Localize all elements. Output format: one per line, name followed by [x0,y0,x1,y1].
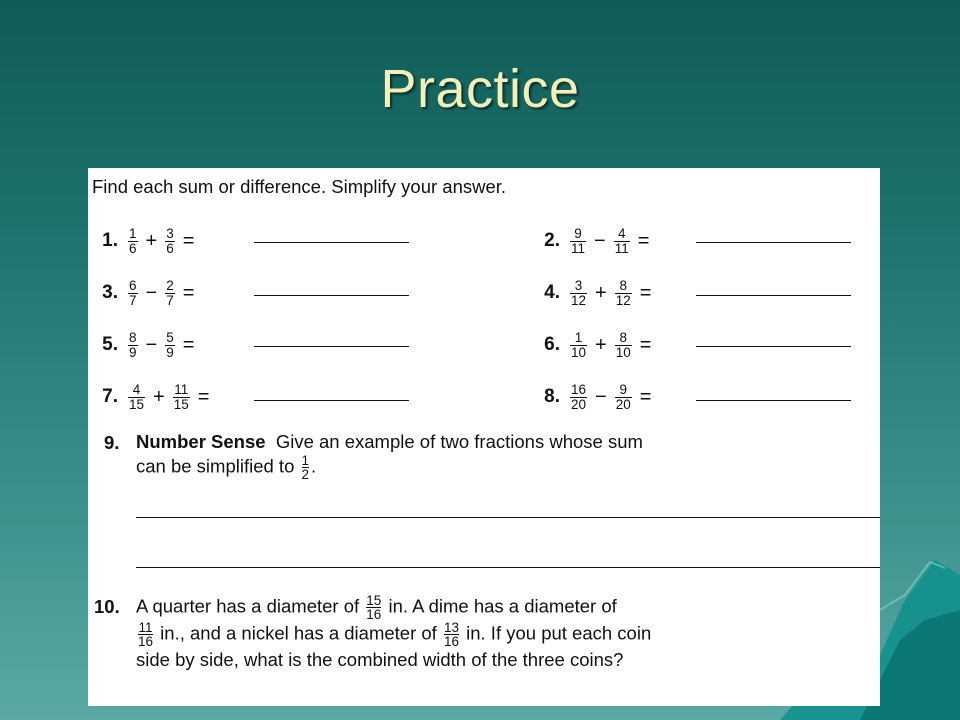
fraction-a: $\frac{16}{20}$ [571,381,587,412]
operator: − [145,333,158,356]
worksheet [88,168,880,706]
fraction-a: $\frac{4}{15}$ [129,381,145,412]
fraction-b: $\frac{4}{11}$ [614,225,629,256]
answer-blank-1[interactable] [254,242,409,243]
problem-6 [530,325,657,365]
problem-9-text: Number Sense Give an example of two fractions whose sum can be simplified to $\frac{1}{2}$ . [136,431,643,482]
problem-number: 2. [544,230,560,251]
answer-blank-6[interactable] [696,346,851,347]
fraction-a: $\frac{1}{6}$ [129,225,137,256]
fraction-b: $\frac{11}{15}$ [173,381,189,412]
answer-blank-8[interactable] [696,400,851,401]
equals-sign: = [182,333,195,356]
problem-9-heading: Number Sense [136,431,266,452]
slide-title: Practice [380,59,580,119]
problem-10-text: A quarter has a diameter of $\frac{15}{16}$ in. A dime has a diameter of $\frac{11}{16}$ in., and a nickel has a diameter of $\frac{13}{16}$ in. If you put each coin side by side, what is the combined width of the three coins? [136,593,652,670]
fraction-b: $\frac{2}{7}$ [166,277,174,308]
problem-10-number: 10. [94,596,120,617]
problem-7 [88,377,215,417]
problem-number: 6. [544,334,560,355]
answer-blank-2[interactable] [696,242,851,243]
fraction-b: $\frac{9}{20}$ [615,381,631,412]
operator: + [153,385,165,408]
problem-number: 3. [102,282,118,303]
problem-number: 7. [102,386,118,407]
operator: − [594,229,606,252]
problem-1 [88,221,200,261]
problem-2 [530,221,655,261]
problem-3 [88,273,200,313]
equals-sign: = [637,229,650,252]
fraction-a: $\frac{6}{7}$ [129,277,137,308]
problem-9-line1: Give an example of two fractions whose sum [275,431,643,452]
equals-sign: = [639,385,652,408]
equals-sign: = [182,229,195,252]
answer-blank-7[interactable] [254,400,409,401]
fraction-15-16: $\frac{15}{16}$ [366,593,382,622]
operator: + [145,229,158,252]
answer-blank-3[interactable] [254,295,409,296]
fraction-b: $\frac{3}{6}$ [166,225,174,256]
problem-number: 1. [102,230,118,251]
fraction-one-half: $\frac{1}{2}$ [301,453,310,482]
fraction-a: $\frac{3}{12}$ [571,277,587,308]
fraction-b: $\frac{8}{10}$ [615,329,631,360]
fraction-11-16: $\frac{11}{16}$ [138,620,154,649]
answer-line-9b[interactable] [136,567,880,568]
equals-sign: = [639,281,652,304]
problem-5 [88,325,200,365]
answer-line-9a[interactable] [136,517,880,518]
problem-9-number: 9. [104,432,120,453]
problem-4 [530,273,657,313]
operator: + [595,281,607,304]
operator: − [595,385,607,408]
instructions: Find each sum or difference. Simplify your answer. [92,176,507,197]
fraction-b: $\frac{5}{9}$ [166,329,174,360]
fraction-a: $\frac{1}{10}$ [571,329,587,360]
problem-9-line2: can be simplified to [136,455,295,477]
equals-sign: = [197,385,210,408]
fraction-b: $\frac{8}{12}$ [615,277,631,308]
fraction-13-16: $\frac{13}{16}$ [443,620,459,649]
problem-number: 8. [544,386,560,407]
fraction-a: $\frac{8}{9}$ [129,329,137,360]
answer-blank-5[interactable] [254,346,409,347]
problem-8 [530,377,657,417]
answer-blank-4[interactable] [696,295,851,296]
fraction-a: $\frac{9}{11}$ [571,225,586,256]
equals-sign: = [182,281,195,304]
operator: + [595,333,607,356]
equals-sign: = [639,333,652,356]
problem-number: 5. [102,334,118,355]
problem-number: 4. [544,282,560,303]
operator: − [145,281,158,304]
